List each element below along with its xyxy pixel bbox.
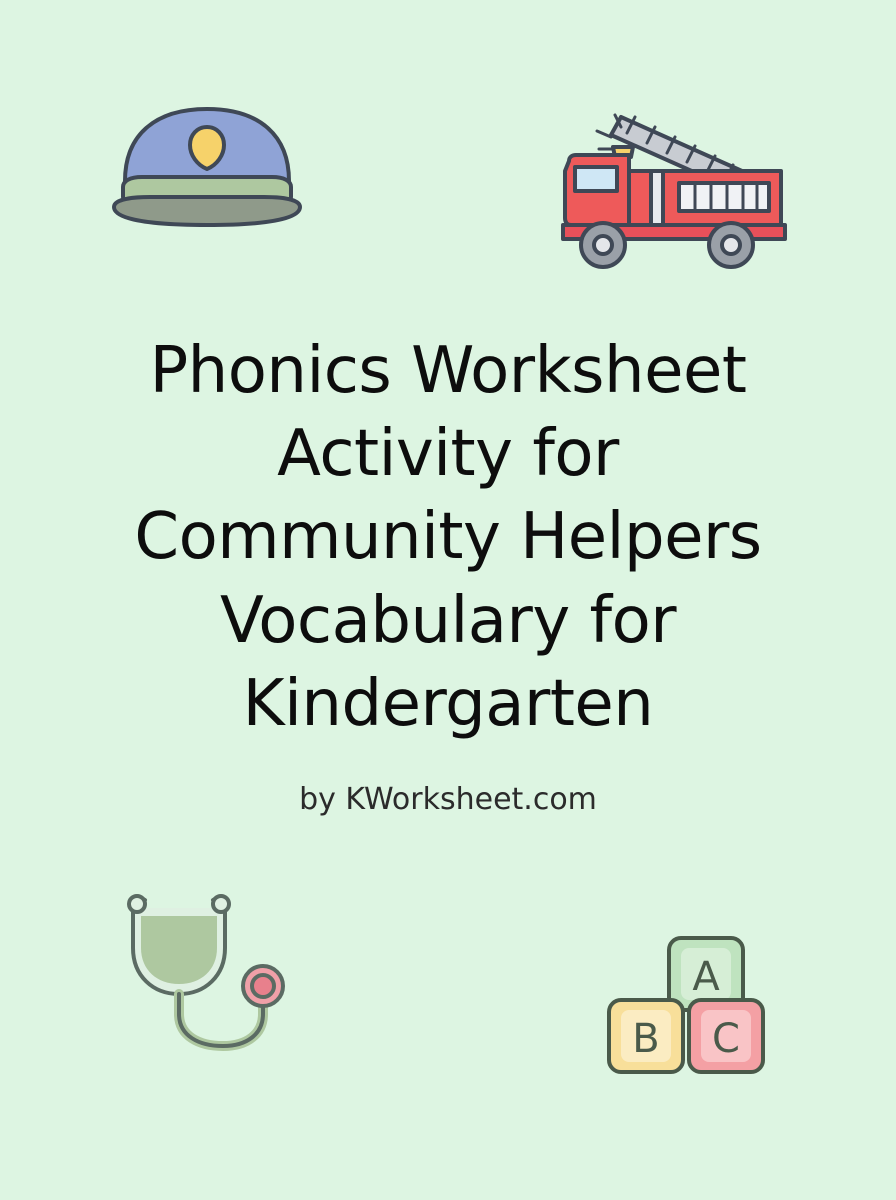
block-letter-b: B <box>632 1016 660 1062</box>
title-line-4: Vocabulary for <box>219 583 677 658</box>
page-title <box>0 330 896 746</box>
title-line-5: Kindergarten <box>242 666 654 741</box>
block-letter-a: A <box>692 954 720 1000</box>
byline: by KWorksheet.com <box>299 781 597 817</box>
title-block <box>0 330 896 817</box>
block-letter-c: C <box>712 1016 740 1062</box>
title-line-1: Phonics Worksheet <box>149 334 747 408</box>
title-line-2: Activity for <box>277 417 619 492</box>
fire-truck-illustration <box>555 75 795 290</box>
stethoscope-illustration <box>105 890 315 1065</box>
police-hat-illustration <box>100 95 315 245</box>
title-line-3: Community Helpers <box>134 500 762 575</box>
abc-blocks-illustration <box>595 930 785 1085</box>
